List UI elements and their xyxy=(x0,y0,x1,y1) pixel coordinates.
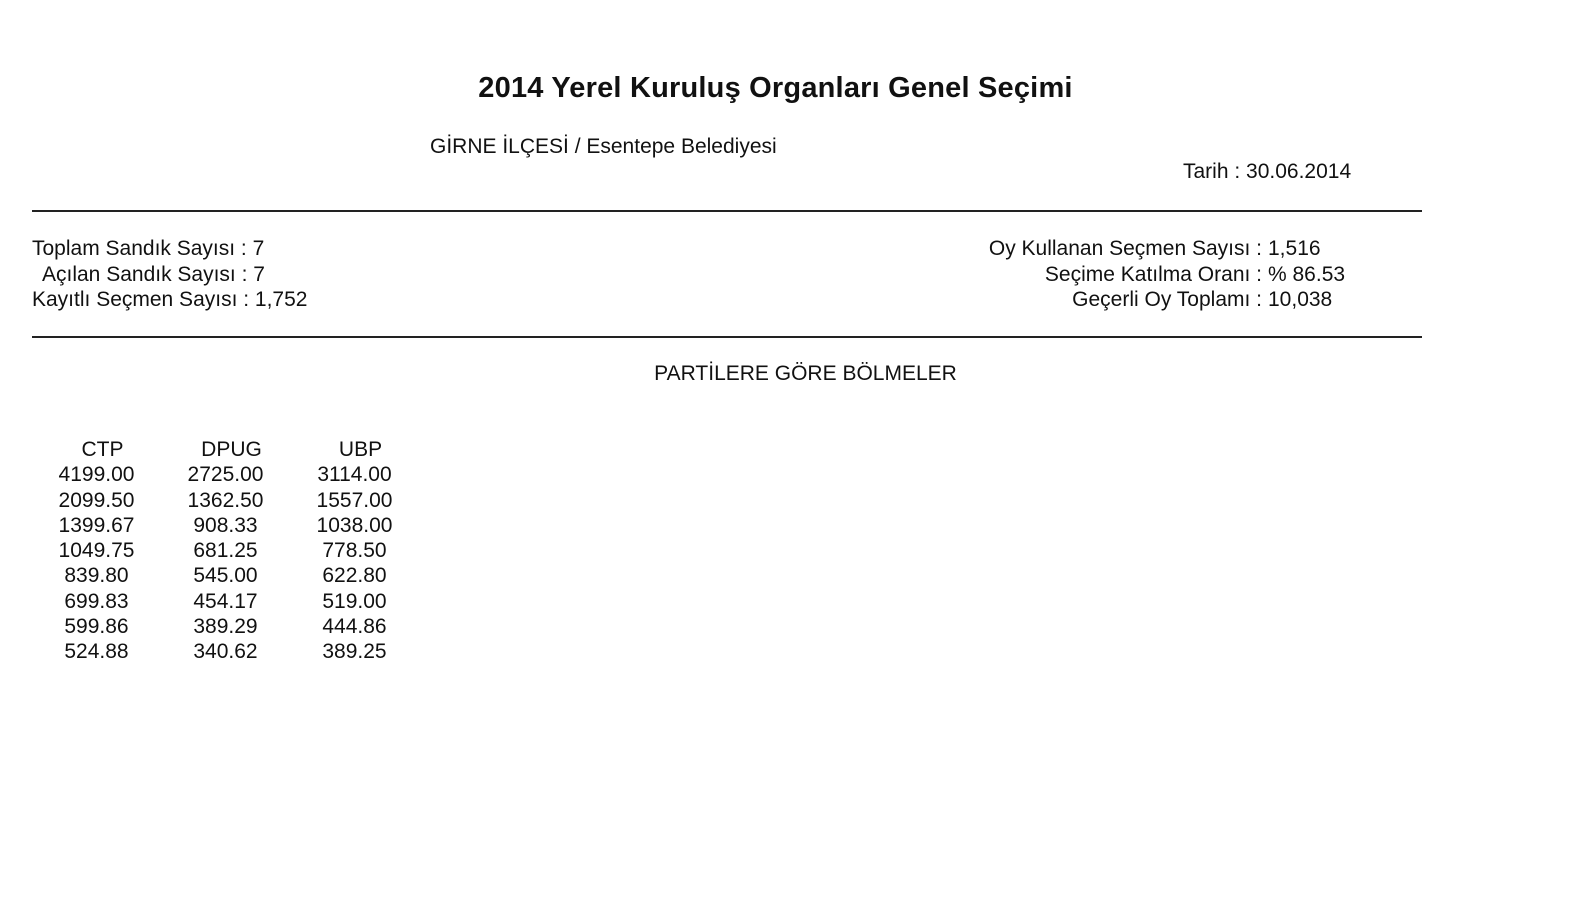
section-title-text: PARTİLERE GÖRE BÖLMELER xyxy=(654,362,957,385)
table-cell: 545.00 xyxy=(193,564,258,588)
table-cell: 1557.00 xyxy=(316,488,393,512)
turnout-rate xyxy=(960,262,1390,288)
table-cell: 2725.00 xyxy=(187,463,264,487)
table-cell: 699.83 xyxy=(64,589,129,613)
top-divider xyxy=(32,210,1422,212)
registered-voters xyxy=(32,287,307,313)
voters-cast xyxy=(960,236,1390,262)
table-row xyxy=(32,513,419,538)
section-title xyxy=(0,362,1591,386)
table-row xyxy=(32,538,419,563)
table-cell: 2099.50 xyxy=(58,488,135,512)
table-row xyxy=(32,488,419,513)
ballot-box-stats xyxy=(32,236,307,313)
table-cell: 4199.00 xyxy=(58,463,135,487)
stat-label: Geçerli Oy Toplamı : xyxy=(1072,288,1262,311)
stat-value: 7 xyxy=(253,262,265,286)
column-header-ubp xyxy=(290,437,419,462)
table-cell: 454.17 xyxy=(193,589,258,613)
column-header-dpug xyxy=(161,437,290,462)
column-header-ctp xyxy=(32,437,161,462)
stat-value: 7 xyxy=(252,237,265,260)
table-row xyxy=(32,563,419,588)
stat-value: % 86.53 xyxy=(1268,262,1346,286)
table-row xyxy=(32,639,419,664)
column-header-label: CTP xyxy=(81,438,124,461)
table-row xyxy=(32,462,419,487)
table-cell: 839.80 xyxy=(64,564,129,588)
table-cell: 389.25 xyxy=(322,640,387,664)
table-cell: 1362.50 xyxy=(187,488,264,512)
bottom-divider xyxy=(32,336,1422,338)
table-cell: 519.00 xyxy=(322,589,387,613)
column-header-label: DPUG xyxy=(201,438,262,461)
table-cell: 3114.00 xyxy=(317,463,392,487)
table-row xyxy=(32,614,419,639)
table-cell: 908.33 xyxy=(193,513,258,537)
party-quota-table xyxy=(32,437,419,665)
column-header-label: UBP xyxy=(338,438,383,461)
valid-vote-total xyxy=(960,287,1390,313)
table-cell: 1049.75 xyxy=(58,539,135,563)
table-cell: 524.88 xyxy=(64,640,129,664)
district-label: GİRNE İLÇESİ / Esentepe Belediyesi xyxy=(430,135,777,158)
table-cell: 1399.67 xyxy=(58,513,135,537)
table-header-row xyxy=(32,437,419,462)
report-title-text: 2014 Yerel Kuruluş Organları Genel Seçimi xyxy=(478,72,1073,104)
stat-label: Seçime Katılma Oranı : xyxy=(1044,262,1262,286)
table-row xyxy=(32,589,419,614)
table-cell: 340.62 xyxy=(193,640,258,664)
stat-label: Oy Kullanan Seçmen Sayısı : xyxy=(988,237,1262,260)
table-cell: 389.29 xyxy=(193,615,258,639)
stat-label: Açılan Sandık Sayısı : xyxy=(42,262,254,286)
report-date: Tarih : 30.06.2014 xyxy=(1183,160,1352,183)
stat-value: 1,516 xyxy=(1268,237,1321,260)
stat-value: 10,038 xyxy=(1268,288,1333,311)
table-cell: 778.50 xyxy=(322,539,387,563)
table-cell: 681.25 xyxy=(193,539,258,563)
stat-label: Toplam Sandık Sayısı : xyxy=(32,237,253,260)
table-cell: 622.80 xyxy=(322,564,387,588)
table-cell: 599.86 xyxy=(64,615,129,639)
total-ballot-boxes xyxy=(32,236,307,262)
table-cell: 444.86 xyxy=(322,615,387,639)
stat-value: 1,752 xyxy=(254,288,308,311)
voter-stats xyxy=(960,236,1390,313)
report-title xyxy=(0,72,1591,105)
opened-ballot-boxes xyxy=(32,262,307,288)
table-cell: 1038.00 xyxy=(316,513,393,537)
stat-label: Kayıtlı Seçmen Sayısı : xyxy=(32,288,255,311)
